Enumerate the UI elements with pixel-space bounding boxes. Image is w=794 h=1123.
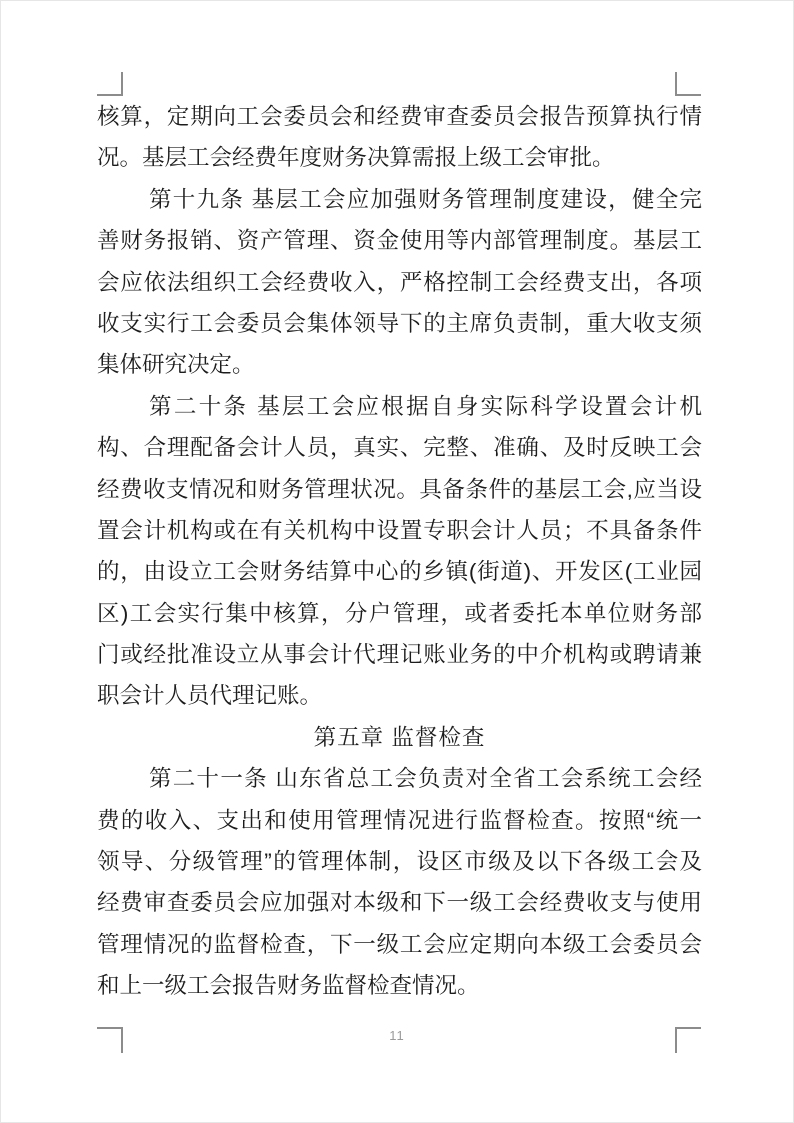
body-text-line: 核算，定期向工会委员会和经费审查委员会报告预算执行情 [97,104,702,129]
body-text-line: 构、合理配备会计人员，真实、完整、准确、及时反映工会 [97,435,702,461]
body-text-line: 门或经批准设立从事会计代理记账业务的中介机构或聘请兼 [97,642,702,668]
body-text-line: 第十九条 基层工会应加强财务管理制度建设，健全完 [149,186,702,212]
chapter-heading: 第五章 监督检查 [313,724,486,750]
page-number: 11 [389,1028,405,1043]
body-text-line: 职会计人员代理记账。 [97,683,323,709]
body-text-line: 的，由设立工会财务结算中心的乡镇(街道)、开发区(工业园 [97,559,702,585]
body-text-line: 置会计机构或在有关机构中设置专职会计人员；不具备条件 [97,517,702,543]
body-text-line: 经费审查委员会应加强对本级和下一级工会经费收支与使用 [97,890,702,916]
body-text-line: 会应依法组织工会经费收入，严格控制工会经费支出，各项 [97,269,702,295]
body-text-line: 第二十一条 山东省总工会负责对全省工会系统工会经 [149,766,702,792]
body-text-line: 领导、分级管理”的管理体制，设区市级及以下各级工会及 [97,849,702,875]
body-text-line: 管理情况的监督检查，下一级工会应定期向本级工会委员会 [97,931,702,957]
body-text-line: 和上一级工会报告财务监督检查情况。 [97,973,480,999]
body-text-line: 区)工会实行集中核算，分户管理，或者委托本单位财务部 [97,600,702,626]
body-text-line: 经费收支情况和财务管理状况。具备条件的基层工会,应当设 [97,476,702,502]
crop-mark-top-left-icon [97,72,123,96]
text-body [97,96,702,1007]
body-text-line: 收支实行工会委员会集体领导下的主席负责制，重大收支须 [97,310,702,336]
body-text-line: 集体研究决定。 [97,352,255,378]
body-text-line: 费的收入、支出和使用管理情况进行监督检查。按照“统一 [97,807,702,833]
body-text-line: 况。基层工会经费年度财务决算需报上级工会审批。 [97,145,615,171]
body-text-line: 善财务报销、资产管理、资金使用等内部管理制度。基层工 [97,228,702,254]
body-text-line: 第二十条 基层工会应根据自身实际科学设置会计机 [149,393,702,419]
crop-mark-top-right-icon [675,72,701,96]
